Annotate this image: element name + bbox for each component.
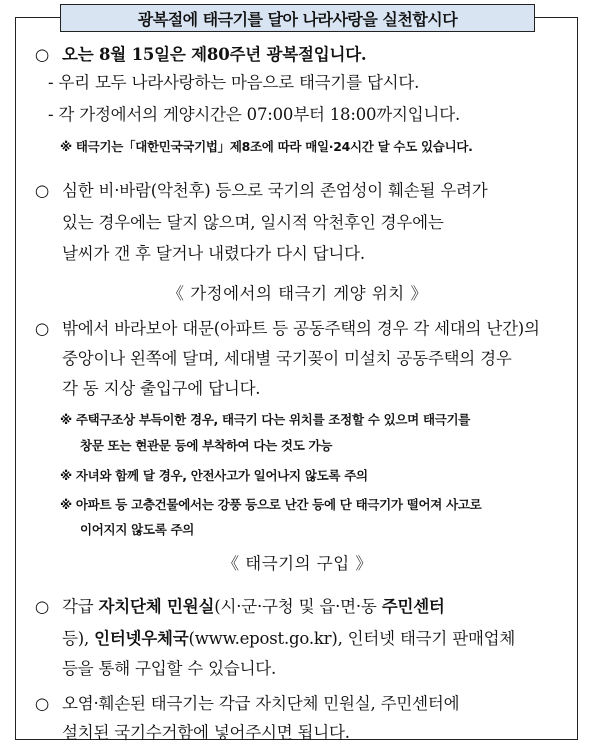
weather-line-2: 있는 경우에는 달지 않으며, 일시적 악천후인 경우에는 [62, 213, 444, 232]
purchase-bold-center: 주민센터 [381, 597, 445, 616]
bullet-icon: ○ [34, 181, 50, 200]
intro-item-1: - 우리 모두 나라사랑하는 마음으로 태극기를 답시다. [48, 73, 420, 92]
position-line-3: 각 동 지상 출입구에 답니다. [62, 379, 261, 398]
position-line-1: 밖에서 바라보아 대문(아파트 등 공동주택의 경우 각 세대의 난간)의 [62, 319, 540, 338]
position-heading: 《 가정에서의 태극기 게양 위치 》 [167, 284, 428, 303]
position-line-2: 중앙이나 왼쪽에 달며, 세대별 국기꽂이 미설치 공동주택의 경우 [62, 349, 512, 368]
position-note-1-cont: 창문 또는 현관문 등에 부착하여 다는 것도 가능 [80, 438, 333, 453]
position-note-1: ※ 주택구조상 부득이한 경우, 태극기 다는 위치를 조정할 수 있으며 태극기를 [60, 412, 471, 427]
bullet-icon: ○ [34, 597, 50, 616]
bullet-icon: ○ [34, 45, 50, 64]
intro-item-2: - 각 가정에서의 게양시간은 07:00부터 18:00까지입니다. [48, 105, 461, 124]
weather-line-1: 심한 비·바람(악천후) 등으로 국기의 존엄성이 훼손될 우려가 [62, 181, 488, 200]
purchase-bold-office: 자치단체 민원실 [98, 597, 215, 616]
purchase-bold-post: 인터넷우체국 [94, 629, 189, 648]
disposal-line-1-row [22, 690, 459, 714]
bullet-icon: ○ [34, 694, 50, 713]
purchase-text: (시·군·구청 및 읍·면·동 [214, 597, 382, 616]
purchase-heading: 《 태극기의 구입 》 [222, 554, 373, 573]
purchase-line-3: 등을 통해 구입할 수 있습니다. [62, 659, 277, 678]
intro-headline-row [22, 41, 366, 65]
weather-line-3: 날씨가 갠 후 달거나 내렸다가 다시 답니다. [62, 244, 365, 263]
position-line-1-row [22, 315, 540, 339]
position-note-3-cont: 이어지지 않도록 주의 [80, 522, 195, 537]
purchase-text: 등), [62, 629, 95, 648]
position-note-3: ※ 아파트 등 고층건물에서는 강풍 등으로 난간 등에 단 태극기가 떨어져 사고로 [60, 497, 482, 512]
bullet-icon: ○ [34, 319, 50, 338]
purchase-line-2 [62, 625, 515, 649]
purchase-text: (www.epost.go.kr), 인터넷 태극기 판매업체 [188, 629, 516, 648]
purchase-line-1 [22, 593, 445, 617]
purchase-text: 각급 [62, 597, 99, 616]
intro-headline: 오는 8월 15일은 제80주년 광복절입니다. [62, 45, 367, 64]
position-note-2: ※ 자녀와 함께 달 경우, 안전사고가 일어나지 않도록 주의 [60, 468, 368, 483]
weather-line-1-row [22, 177, 488, 201]
notice-title: 광복절에 태극기를 달아 나라사랑을 실천합시다 [60, 4, 535, 32]
disposal-line-2: 설치된 국기수거함에 넣어주시면 됩니다. [62, 723, 350, 742]
disposal-line-1: 오염·훼손된 태극기는 각급 자치단체 민원실, 주민센터에 [62, 694, 460, 713]
intro-note: ※ 태극기는「대한민국국기법」제8조에 따라 매일·24시간 달 수도 있습니다. [60, 139, 473, 154]
